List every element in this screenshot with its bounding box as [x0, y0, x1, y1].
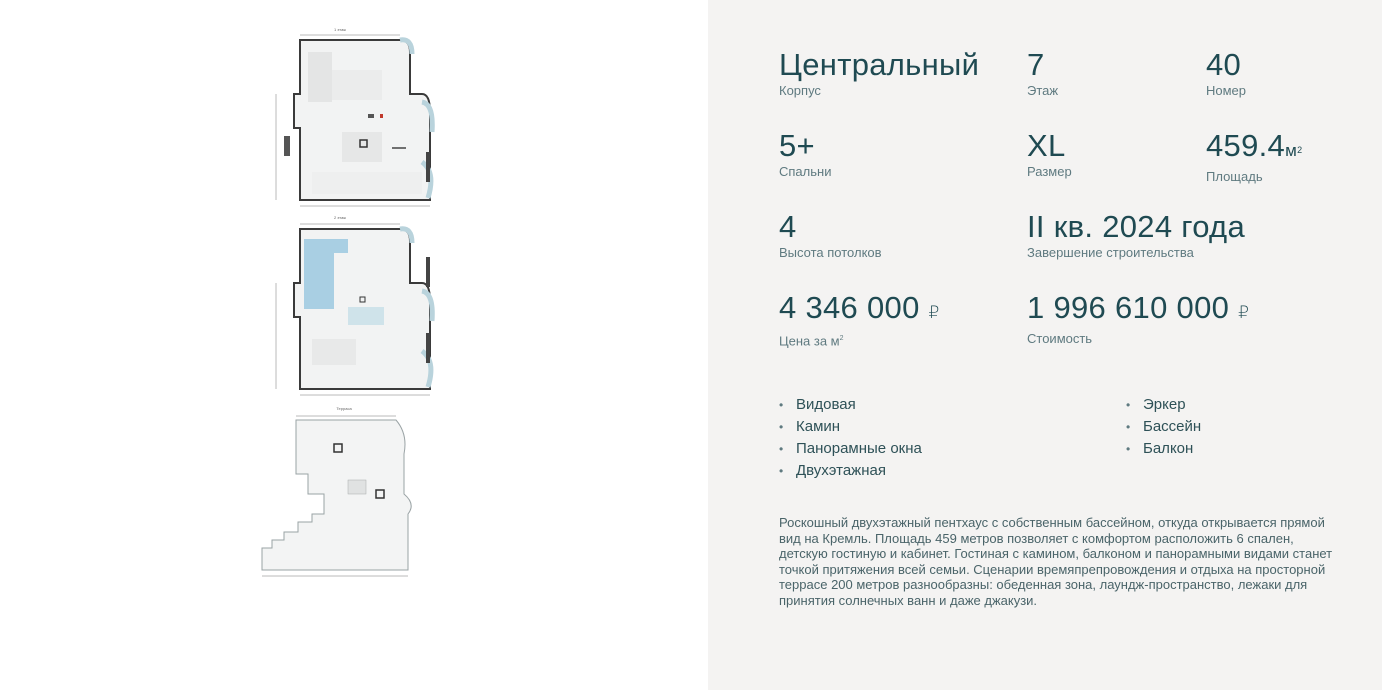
terrace-caption: Терраса	[336, 406, 352, 411]
bullet-icon: •	[779, 464, 784, 478]
ceiling-label: Высота потолков	[779, 245, 882, 260]
number-stat	[1206, 48, 1246, 99]
feature-label: Камин	[796, 418, 841, 435]
building-label: Корпус	[779, 83, 821, 98]
area-label: Площадь	[1206, 169, 1263, 184]
feature-item	[779, 438, 922, 460]
bedrooms-label: Спальни	[779, 164, 832, 179]
bedrooms-stat	[779, 129, 831, 180]
feature-label: Двухэтажная	[796, 462, 886, 479]
feature-item	[779, 394, 922, 416]
feature-item	[779, 416, 922, 438]
ceiling-stat	[779, 210, 882, 261]
terrace-plan	[248, 414, 414, 582]
floor1-plan	[272, 32, 438, 210]
floor2-caption: 2 этаж	[334, 215, 346, 220]
price-per-m2-currency: ₽	[928, 303, 940, 322]
building-value: Центральный	[779, 47, 980, 82]
number-label: Номер	[1206, 83, 1247, 98]
feature-item	[1126, 416, 1201, 438]
bullet-icon: •	[1126, 398, 1131, 412]
feature-label: Балкон	[1143, 440, 1194, 457]
price-per-m2-label: Цена за м	[779, 333, 840, 349]
size-label: Размер	[1027, 164, 1072, 179]
price-per-m2-stat	[779, 291, 940, 349]
features-list-left	[779, 394, 922, 482]
area-value: 459.4	[1206, 128, 1286, 163]
total-price-label: Стоимость	[1027, 331, 1093, 346]
bullet-icon: •	[779, 420, 784, 434]
total-price-currency: ₽	[1238, 303, 1250, 322]
completion-value: II кв. 2024 года	[1027, 209, 1245, 244]
floor1-caption: 1 этаж	[334, 27, 346, 32]
bedrooms-value: 5+	[779, 128, 815, 163]
area-unit: м	[1285, 141, 1298, 160]
total-price-stat	[1027, 291, 1249, 347]
feature-item	[1126, 438, 1201, 460]
floor-value: 7	[1027, 47, 1045, 82]
price-per-m2-value: 4 346 000	[779, 290, 920, 325]
building-stat	[779, 48, 979, 99]
bullet-icon: •	[1126, 442, 1131, 456]
floor-label: Этаж	[1027, 83, 1059, 98]
feature-label: Панорамные окна	[796, 440, 922, 457]
area-unit-sup: 2	[1297, 145, 1303, 155]
size-value: XL	[1027, 128, 1066, 163]
feature-label: Эркер	[1143, 396, 1186, 413]
floor-stat	[1027, 48, 1058, 99]
bullet-icon: •	[779, 398, 784, 412]
feature-item	[1126, 394, 1201, 416]
feature-label: Видовая	[796, 396, 856, 413]
size-stat	[1027, 129, 1072, 180]
features-list-right	[1126, 394, 1201, 460]
total-price-value: 1 996 610 000	[1027, 290, 1230, 325]
description-text: Роскошный двухэтажный пентхаус с собственным бассейном, откуда открывается прямой вид на Кремль. Площадь 459 метров позволяет с комфортом расположить 6 спален, детскую гостиную и кабинет. Гостиная с камином, балконом и панорамными видами станет точкой притяжения всей семьи. Сценарии времяпрепровождения и отдыха на просторной террасе 200 метров разнообразны: обеденная зона, лаундж-пространство, лежаки для принятия солнечных ванн и даже джакузи.	[779, 515, 1333, 608]
price-per-m2-label-sup: 2	[839, 335, 844, 342]
completion-stat	[1027, 210, 1245, 261]
feature-item	[779, 460, 922, 482]
area-stat	[1206, 129, 1302, 185]
ceiling-value: 4	[779, 209, 797, 244]
bullet-icon: •	[1126, 420, 1131, 434]
completion-label: Завершение строительства	[1027, 245, 1194, 260]
feature-label: Бассейн	[1143, 418, 1202, 435]
bullet-icon: •	[779, 442, 784, 456]
floor2-plan	[272, 221, 438, 399]
number-value: 40	[1206, 47, 1242, 82]
